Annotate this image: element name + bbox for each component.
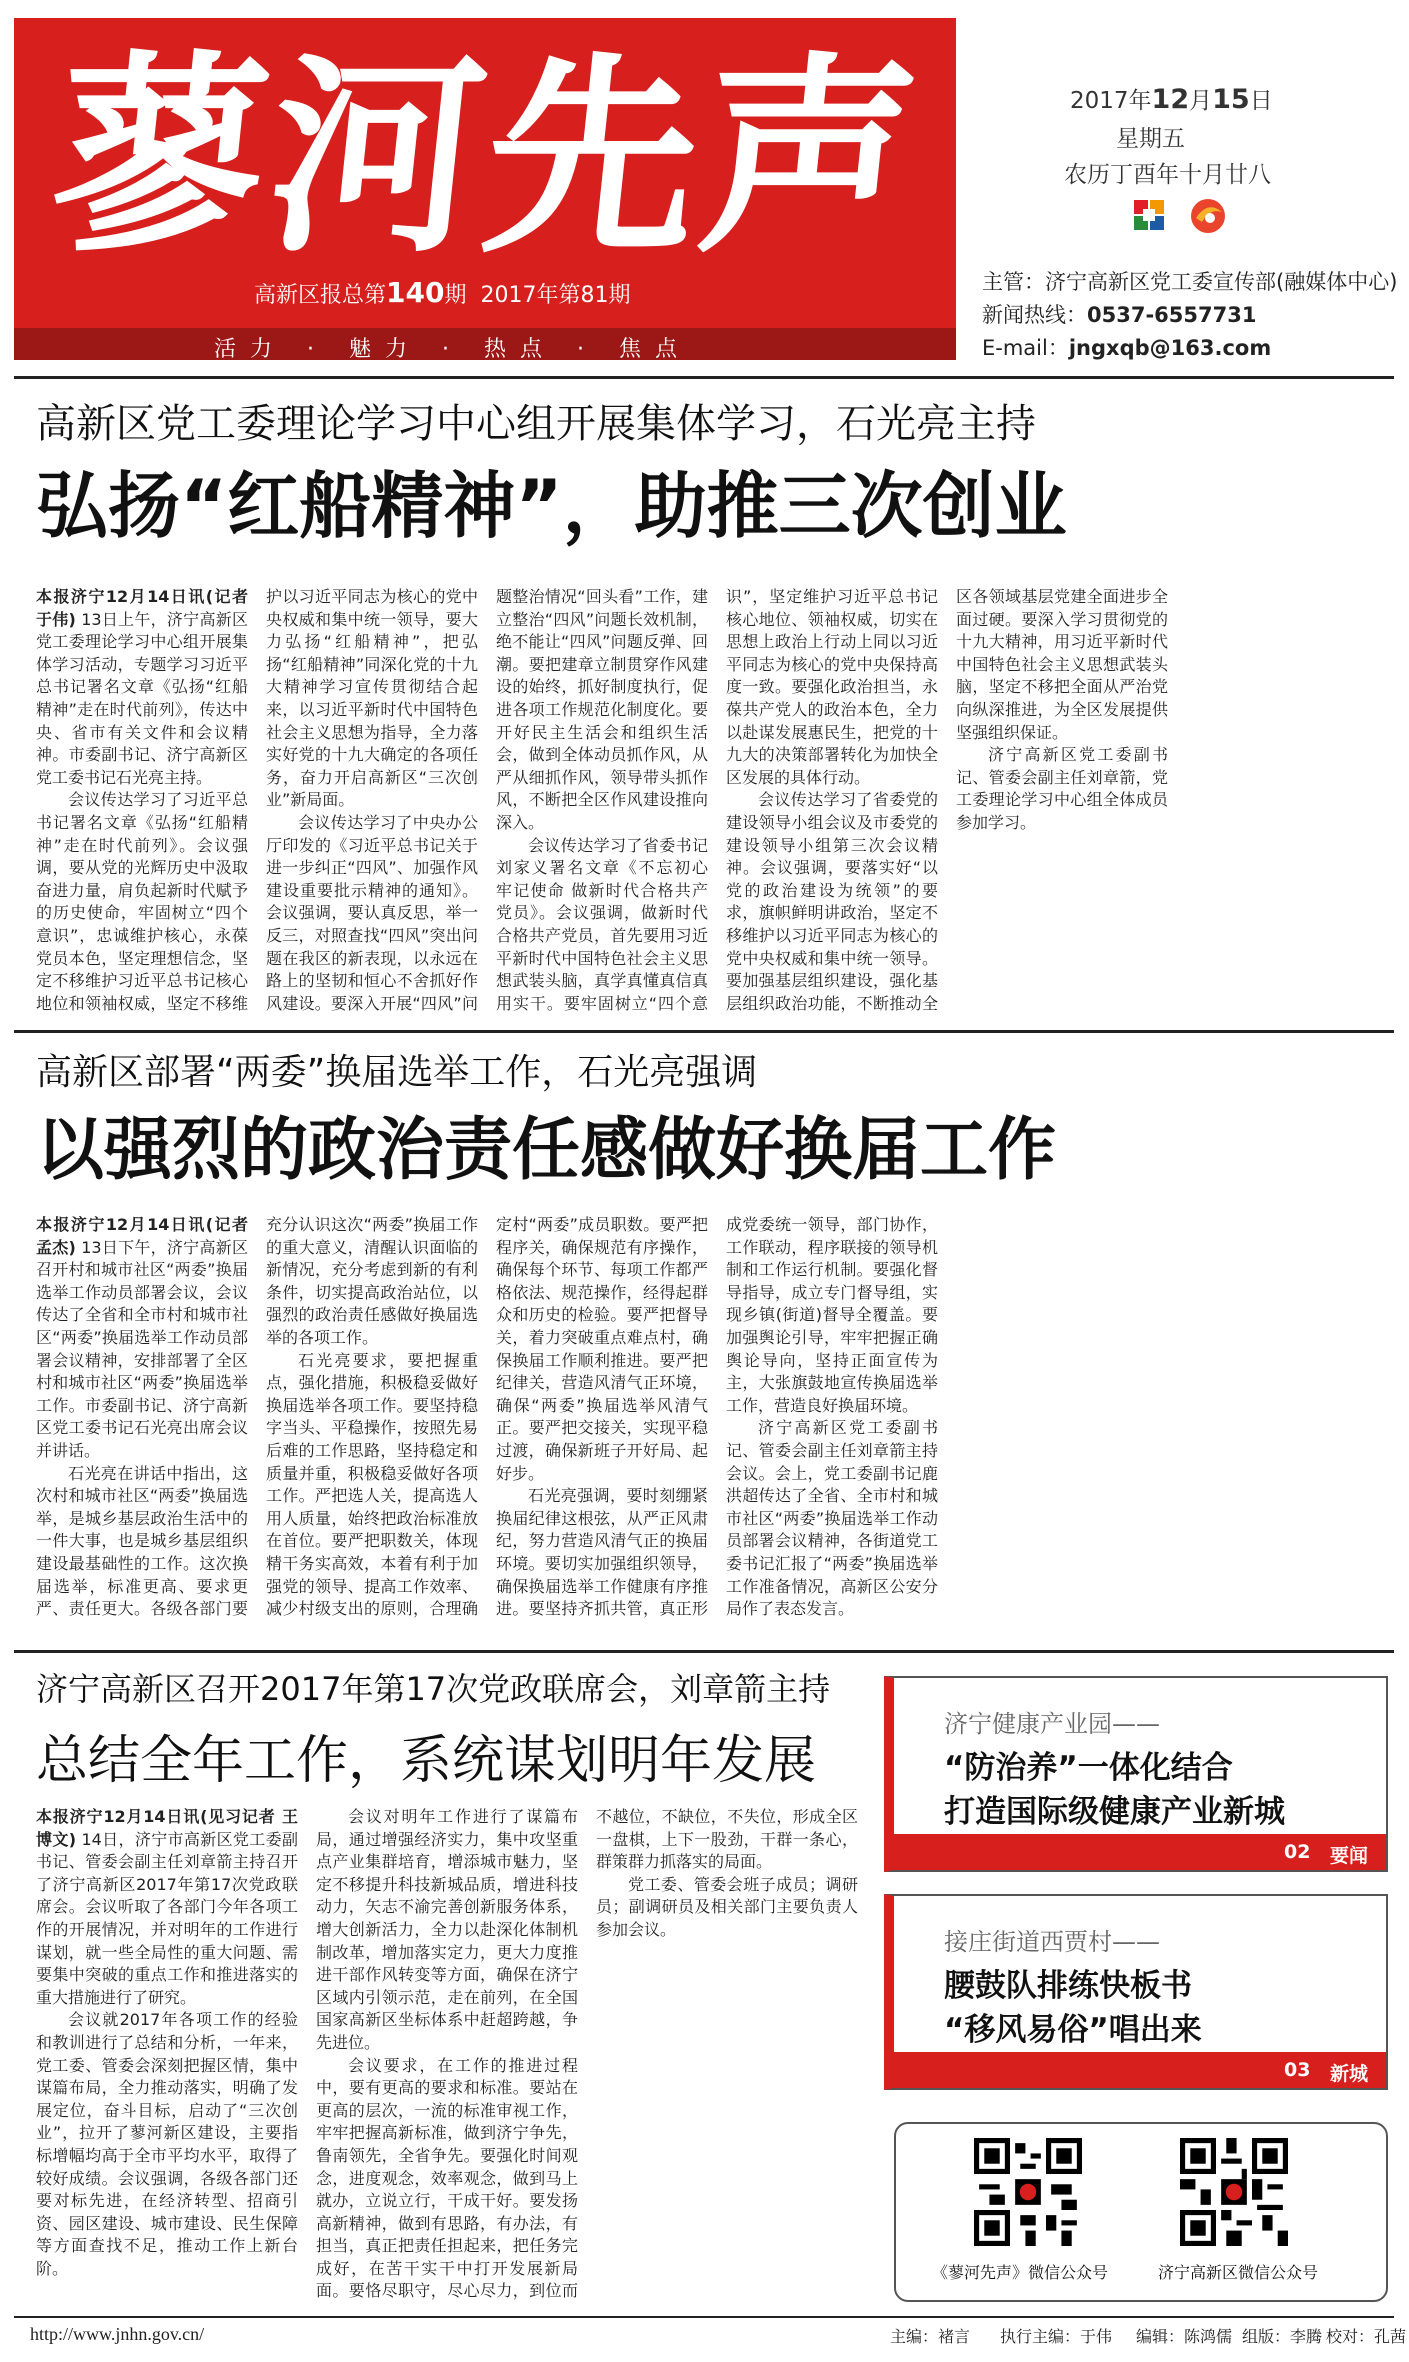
article2-paragraph <box>36 1214 248 1463</box>
article1-paragraph: 会议传达学习了中央办公厅印发的《习近平总书记关于进一步纠正“四风”、加强作风建设重要批示精神的通知》。会议强调，要认真反思，举一反三，对照查找“四风”突出问题在我区的新表现，以永远在路上的坚韧和恒心不舍抓好作风建设。要深入开展“四风”问题整治情况“回头看”工作，建立整治“四风”问题长效机制，绝不能让“四风”问题反弹、回潮。要把建章立制贯穿作风建设的始终，抓好制度执行，促进各项工作规范化制度化。要开好民主生活会和组织生活会，做到全体动员抓作风，从严从细抓作风，领导带头抓作风，不断把全区作风建设推向深入。 <box>266 587 708 1013</box>
article1-paragraph: 会议传达学习了习近平总书记署名文章《弘扬“红船精神”走在时代前列》。会议强调，要从党的光辉历史中汲取奋进力量，肩负起新时代赋予的历史使命，牢固树立“四个意识”，忠诚维护核心，永葆党员本色，坚定理想信念，坚定不移维护习近平总书记核心地位和领袖权威，坚定不移维护以习近平同志为核心的党中央权威和集中统一领导，要大力弘扬“红船精神”，把弘扬“红船精神”同深化党的十九大精神学习宣传贯彻结合起来，以习近平新时代中国特色社会主义思想为指导，全力落实好党的十九大确定的各项任务，奋力开启高新区“三次创业”新局面。 <box>36 587 478 1013</box>
divider <box>14 1650 1394 1653</box>
emblem-icons <box>1130 196 1240 236</box>
article1-paragraph: 会议传达学习了省委书记刘家义署名文章《不忘初心 牢记使命 做新时代合格共产党员》。会议强调，做新时代合格共产党员，首先要用习近平新时代中国特色社会主义思想武装头脑，真学真懂真信真用实干。要牢固树立“四个意识”，坚定维护习近平总书记核心地位、领袖权威，切实在思想上政治上行动上同以习近平同志为核心的党中央保持高度一致。要强化政治担当，永葆共产党人的政治本色，全力以赴谋发展惠民生，把党的十九大的决策部署转化为加快全区发展的具体行动。 <box>496 587 938 1013</box>
promo2-line2: “移风易俗”唱出来 <box>944 2012 1202 2048</box>
issue-prefix: 高新区报总第 <box>254 283 387 308</box>
article3-body <box>32 1806 862 2306</box>
hotline-line <box>982 299 1397 332</box>
article3-paragraph-text: 14日，济宁市高新区党工委副书记、管委会副主任刘章箭主持召开了济宁高新区2017年第17次党政联席会。会议听取了各部门今年各项工作的开展情况，并对明年的工作进行谋划，就一些全局性的重大问题、需要集中突破的重点工作和推进落实的重大措施进行了研究。 <box>36 1829 298 2007</box>
article3-paragraph <box>36 1806 298 2009</box>
promo2-page-number: 03 <box>1284 2059 1311 2081</box>
article1-body <box>32 586 1402 1020</box>
footer-editor: 编辑：陈鸿儒 <box>1136 2327 1233 2346</box>
article1-paragraph-text: 13日上午，济宁高新区党工委理论学习中心组开展集体学习活动，专题学习习近平总书记署名文章《弘扬“红船精神”走在时代前列》，传达中央、省市有关文件和会议精神。市委副书记、济宁高新区党工委书记石光亮主持。 <box>36 609 248 787</box>
article3-title: 总结全年工作，系统谋划明年发展 <box>36 1731 817 1791</box>
issue-line <box>254 276 630 309</box>
footer-chief-editor: 主编：褚言 <box>890 2327 971 2346</box>
article2-paragraph: 石光亮要求，要把握重点，强化措施，积极稳妥做好换届选举各项工作。要坚持稳字当头、平稳操作，按照先易后难的工作思路，坚持稳定和质量并重，积极稳妥做好各项工作。严把选人关，提高选人用人质量，始终把政治标准放在首位。要严把职数关，体现精干务实高效，本着有利于加强党的领导、提高工作效率、减少村级支出的原则，合理确定村“两委”成员职数。要严把程序关，确保规范有序操作，确保每个环节、每项工作都严格依法、规范操作，经得起群众和历史的检验。要严把督导关，着力突破重点难点村，确保换届工作顺利推进。要严把纪律关，营造风清气正环境，确保“两委”换届选举风清气正。要严把交接关，实现平稳过渡，确保新班子开好局、起好步。 <box>266 1215 708 1619</box>
article2-paragraph-text: 13日下午，济宁高新区召开村和城市社区“两委”换届选举工作动员部署会议，会议传达了全省和全市村和城市社区“两委”换届选举工作动员部署会议精神，安排部署了全区村和城市社区“两委”换届选举工作。市委副书记、济宁高新区党工委书记石光亮出席会议并讲话。 <box>36 1237 248 1460</box>
promo1-page-bar <box>894 1834 1386 1870</box>
qr-caption-2: 济宁高新区微信公众号 <box>1158 2263 1319 2282</box>
article2-byline: 本报济宁12月14日讯(记者 孟杰) <box>36 1215 248 1257</box>
publisher-info <box>982 266 1397 365</box>
promo-box-xijia-village[interactable] <box>884 1894 1388 2090</box>
promo2-line1: 腰鼓队排练快板书 <box>944 1968 1192 2004</box>
date-year-unit: 年 <box>1128 88 1152 114</box>
divider <box>14 1030 1394 1033</box>
promo-box-health-park[interactable] <box>884 1676 1388 1872</box>
newspaper-logo: 蓼河先声 <box>41 32 932 281</box>
promo1-line2: 打造国际级健康产业新城 <box>944 1794 1285 1830</box>
article3-paragraph: 会议要求，在工作的推进过程中，要有更高的要求和标准。要站在更高的层次，一流的标准审视工作，牢牢把握高新标准，做到济宁争先，鲁南领先，全省争先。要强化时间观念，进度观念，效率观念，做到马上就办，立说立行，干成干好。要发扬高新精神，做到有思路，有办法，有担当，真正把责任担起来，把任务完成好，在苦干实干中打开发展新局面。要恪尽职守，尽心尽力，到位而不越位，不缺位，不失位，形成全区一盘棋，上下一股劲，干群一条心，群策群力抓落实的局面。 <box>316 1807 858 2301</box>
issue-number: 140 <box>386 276 445 309</box>
article3-paragraph: 党工委、管委会班子成员；调研员；副调研员及相关部门主要负责人参加会议。 <box>596 1874 858 1939</box>
qr-code-icon[interactable] <box>1180 2138 1288 2246</box>
divider <box>14 376 1394 379</box>
slogan: 活力 · 魅力 · 热点 · 焦点 <box>214 337 691 360</box>
footer <box>30 2324 1407 2346</box>
issue-year: 2017年第81期 <box>480 283 631 308</box>
promo1-page-number: 02 <box>1284 1841 1311 1863</box>
email-address[interactable]: jngxqb@163.com <box>1068 336 1272 360</box>
article1-paragraph: 济宁高新区党工委副书记、管委会副主任刘章箭，党工委理论学习中心组全体成员参加学习。 <box>956 745 1168 832</box>
promo1-kicker: 济宁健康产业园—— <box>944 1710 1160 1738</box>
footer-layout: 组版：李腾 <box>1242 2327 1323 2346</box>
promo2-section: 新城 <box>1330 2063 1369 2085</box>
quadrant-emblem-icon <box>1134 200 1164 230</box>
date-month-unit: 月 <box>1189 88 1213 114</box>
qr-code-icon[interactable] <box>974 2138 1082 2246</box>
article2-body <box>32 1214 1402 1640</box>
article3-paragraph: 会议对明年工作进行了谋篇布局，通过增强经济实力，集中攻坚重点产业集群培育，增添城市魅力，坚定不移提升科技新城品质，增进科技动力，矢志不渝完善创新服务体系，增大创新活力，全力以赴深化体制机制改革，增加落实定力，更大力度推进干部作风转变等方面，确保在济宁区域内引领示范，走在前列，在全国国家高新区坐标体系中赶超跨越，争先进位。 <box>316 1807 578 2052</box>
hotline-number: 0537-6557731 <box>1087 303 1257 327</box>
sponsor-line: 主管：济宁高新区党工委宣传部(融媒体中心) <box>982 270 1398 294</box>
promo2-kicker: 接庄街道西贾村—— <box>944 1928 1160 1956</box>
footer-exec-editor: 执行主编：于伟 <box>1000 2327 1113 2346</box>
hotline-label: 新闻热线： <box>982 303 1087 327</box>
masthead <box>14 18 956 360</box>
article3-paragraph: 会议就2017年各项工作的经验和教训进行了总结和分析，一年来，党工委、管委会深刻把握区情，集中谋篇布局，全力推动落实，明确了发展定位，奋斗目标，启动了“三次创业”，拉开了蓼河新区建设，主要指标增幅均高于全市平均水平，取得了较好成绩。会议强调，各级各部门还要对标先进，在经济转型、招商引资、园区建设、城市建设、民生保障等方面查找不足，推动工作上新台阶。 <box>36 2010 298 2278</box>
footer-divider <box>14 2316 1394 2318</box>
qr-caption-1: 《蓼河先声》微信公众号 <box>932 2263 1109 2282</box>
article3-byline: 本报济宁12月14日讯(见习记者 王博文) <box>36 1807 298 1849</box>
article1-subtitle: 高新区党工委理论学习中心组开展集体学习，石光亮主持 <box>36 401 1036 447</box>
lunar-date: 农历丁酉年十月廿八 <box>1064 162 1271 188</box>
issue-suffix: 期 <box>444 283 467 308</box>
date <box>1070 82 1273 115</box>
article2-subtitle: 高新区部署“两委”换届选举工作，石光亮强调 <box>36 1052 758 1093</box>
article2-paragraph: 济宁高新区党工委副书记、管委会副主任刘章箭主持会议。会上，党工委副书记鹿洪超传达了全省、全市村和城市社区“两委”换届选举工作动员部署会议精神，各街道党工委书记汇报了“两委”换届选举工作准备情况，高新区公安分局作了表态发言。 <box>726 1418 938 1619</box>
date-day: 15 <box>1212 84 1250 115</box>
article2-paragraph: 石光亮强调，要时刻绷紧换届纪律这根弦，从严正风肃纪，努力营造风清气正的换届环境。要切实加强组织领导，确保换届选举工作健康有序推进。要坚持齐抓共管，真正形成党委统一领导，部门协作，工作联动，程序联接的领导机制和工作运行机制。要强化督导指导，成立专门督导组，实现乡镇(街道)督导全覆盖。要加强舆论引导，牢牢把握正确舆论导向，坚持正面宣传为主，大张旗鼓地宣传换届选举工作，营造良好换届环境。 <box>496 1215 938 1619</box>
article2-title: 以强烈的政治责任感做好换届工作 <box>36 1111 1057 1190</box>
promo1-line1: “防治养”一体化结合 <box>944 1750 1233 1786</box>
email-label: E-mail： <box>982 336 1069 360</box>
promo1-section: 要闻 <box>1330 1845 1369 1867</box>
footer-proof: 校对：孔茜 <box>1326 2327 1407 2346</box>
date-day-unit: 日 <box>1249 88 1273 114</box>
article1-title: 弘扬“红船精神”，助推三次创业 <box>36 464 1067 548</box>
swirl-emblem-icon <box>1191 199 1225 233</box>
footer-url[interactable]: http://www.jnhn.gov.cn/ <box>30 2324 205 2344</box>
article1-paragraph: 会议传达学习了省委党的建设领导小组会议及市委党的建设领导小组第三次会议精神。会议强调，要落实好“以党的政治建设为统领”的要求，旗帜鲜明讲政治，坚定不移维护以习近平同志为核心的党中央权威和集中统一领导。要加强基层组织建设，强化基层组织政治功能，不断推动全区各领域基层党建全面进步全面过硬。要深入学习贯彻党的十九大精神，用习近平新时代中国特色社会主义思想武装头脑，坚定不移把全面从严治党向纵深推进，为全区发展提供坚强组织保证。 <box>726 587 1168 1013</box>
article3-subtitle: 济宁高新区召开2017年第17次党政联席会，刘章箭主持 <box>36 1670 831 1708</box>
article1-byline: 本报济宁12月14日讯(记者 于伟) <box>36 587 248 629</box>
email-line <box>982 332 1397 365</box>
promo2-page-bar <box>894 2052 1386 2088</box>
date-month: 12 <box>1151 84 1190 115</box>
article1-paragraph <box>36 586 248 789</box>
article2-paragraph: 石光亮在讲话中指出，这次村和城市社区“两委”换届选举，是城乡基层政治生活中的一件大事，也是城乡基层组织建设最基础性的工作。这次换届选举，标准更高、要求更严、责任更大。各级各部门要充分认识这次“两委”换届工作的重大意义，清醒认识面临的新情况，充分考虑到新的有利条件，切实提高政治站位，以强烈的政治责任感做好换届选举的各项工作。 <box>36 1215 478 1619</box>
date-year: 2017 <box>1070 88 1129 114</box>
qr-code-panel <box>894 2122 1388 2302</box>
weekday: 星期五 <box>1116 126 1185 152</box>
